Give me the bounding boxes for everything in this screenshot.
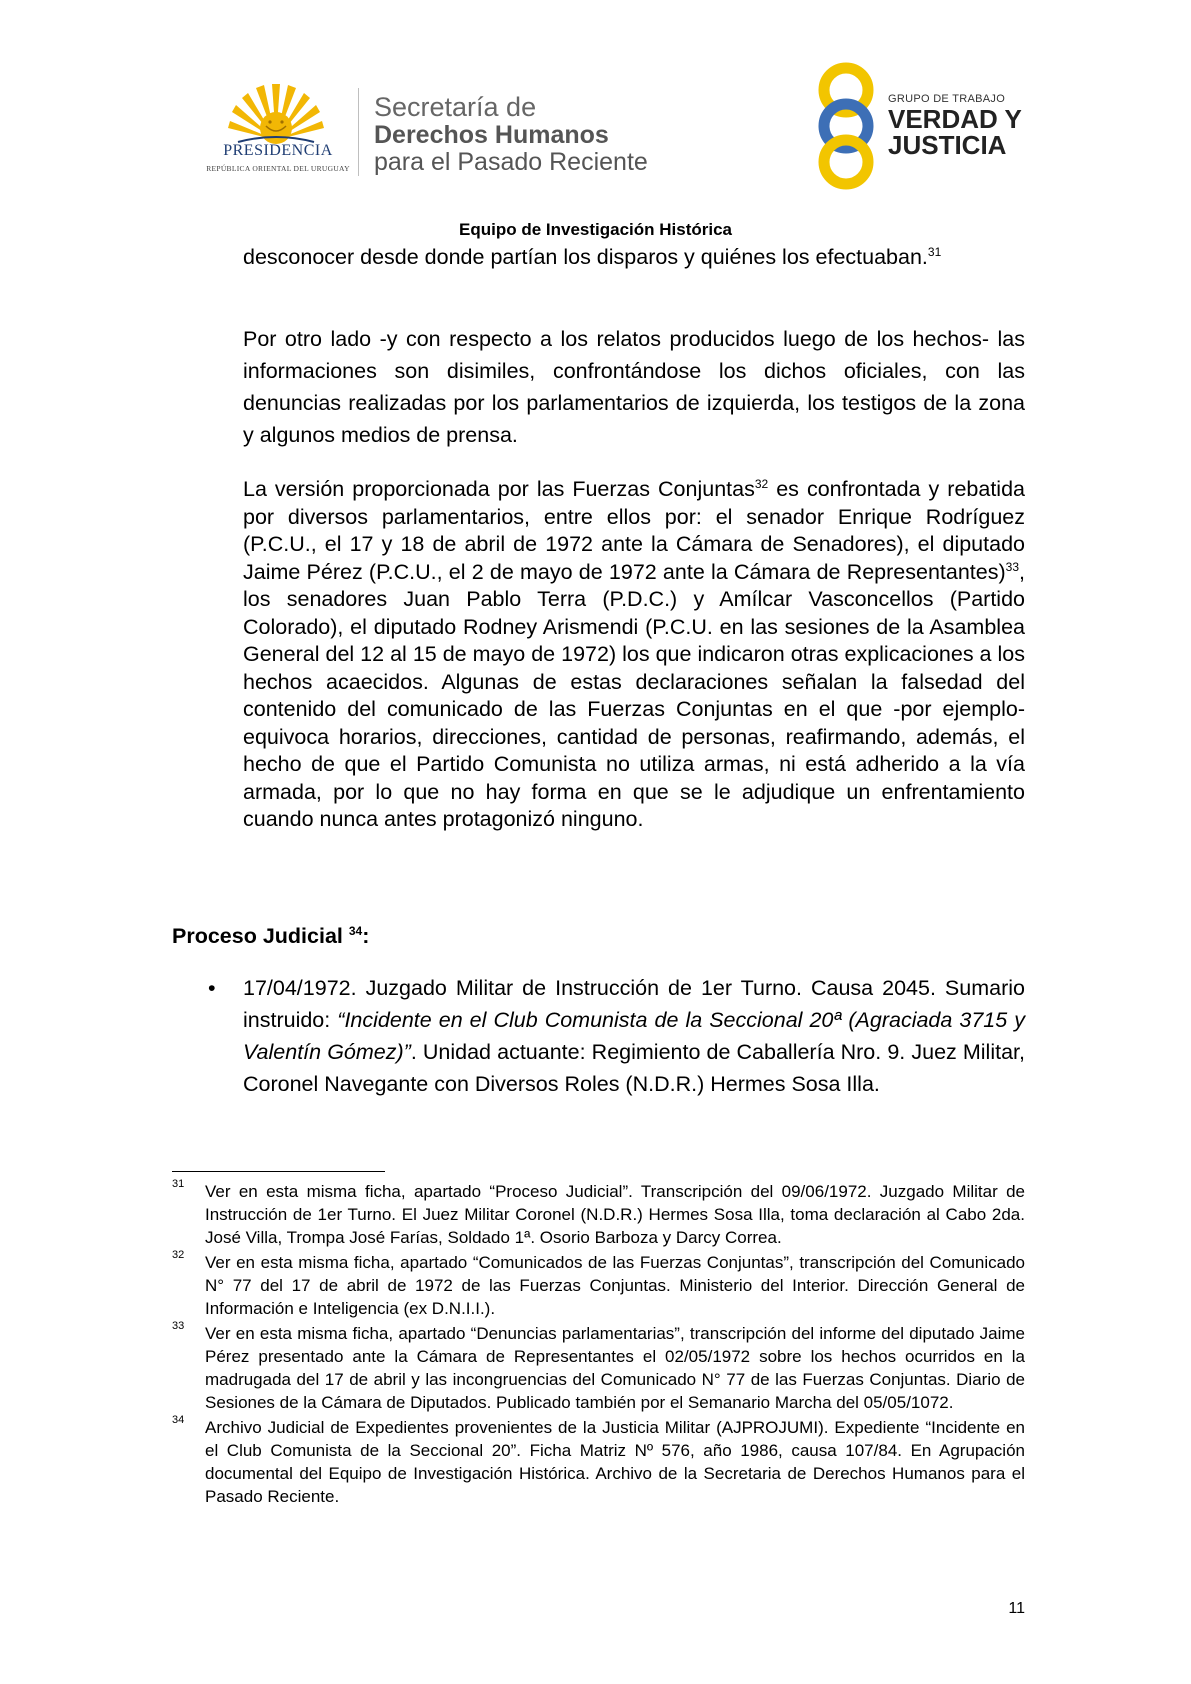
- page-number: 11: [1008, 1600, 1025, 1617]
- rings-logo-icon: [806, 62, 886, 190]
- grupo-line-1: GRUPO DE TRABAJO: [888, 93, 1006, 105]
- secretaria-line-3: para el Pasado Reciente: [374, 148, 648, 176]
- paragraph-1-text: desconocer desde donde partían los disparos y quiénes los efectuaban.: [243, 245, 928, 269]
- presidencia-subtitle: REPÚBLICA ORIENTAL DEL URUGUAY: [206, 164, 350, 173]
- footnote-ref-31[interactable]: 31: [927, 244, 942, 259]
- grupo-line-3: JUSTICIA: [888, 130, 1007, 160]
- list-item-pre: 17/04/1972. Juzgado Militar de Instrucción de 1er Turno. Causa 2045. Sumario instruido:: [243, 976, 1025, 1032]
- team-title: Equipo de Investigación Histórica: [459, 220, 732, 239]
- paragraph-3-part-b: es confrontada y rebatida por diversos parlamentarios, entre ellos por: el senador Enrique Rodríguez (P.C.U., el 17 y 18 de abril de 1972 ante la Cámara de Senadores), el diputado Jaime Pérez (P.C.U., el 2 de mayo de 1972 ante la Cámara de Representantes): [243, 477, 1025, 584]
- footnote-ref-34[interactable]: 34: [348, 923, 363, 938]
- section-heading-text: Proceso Judicial: [172, 924, 349, 948]
- footnote-separator: [172, 1171, 385, 1172]
- footnote-32: [172, 1251, 1025, 1320]
- list-item-post: . Unidad actuante: Regimiento de Caballería Nro. 9. Juez Militar, Coronel Navegante con Diversos Roles (N.D.R.) Hermes Sosa Illa.: [243, 1040, 1025, 1096]
- grupo-trabajo-title: [888, 92, 1038, 158]
- paragraph-1: [243, 242, 1025, 273]
- footnote-text: Ver en esta misma ficha, apartado “Comunicados de las Fuerzas Conjuntas”, transcripción del Comunicado N° 77 del 17 de abril de 1972 de las Fuerzas Conjuntas. Ministerio del Interior. Dirección General de Información e Inteligencia (ex D.N.I.I.).: [205, 1253, 1025, 1318]
- page-header: [0, 0, 1191, 239]
- footnote-number: 31: [172, 1178, 185, 1190]
- footnotes: [172, 1180, 1025, 1510]
- paragraph-2: Por otro lado -y con respecto a los relatos producidos luego de los hechos- las informaciones son disimiles, confrontándose los dichos oficiales, con las denuncias realizadas por los parlamentarios de izquierda, los testigos de la zona y algunos medios de prensa.: [243, 327, 1025, 447]
- footnote-text: Ver en esta misma ficha, apartado “Proceso Judicial”. Transcripción del 09/06/1972. Juzgado Militar de Instrucción de 1er Turno. El Juez Militar Coronel (N.D.R.) Hermes Sosa Illa, toma declaración al Cabo 2da. José Villa, Trompa José Farías, Soldado 1ª. Osorio Barboza y Darcy Correa.: [205, 1182, 1025, 1247]
- paragraph-3-part-a: La versión proporcionada por las Fuerzas Conjuntas: [243, 477, 755, 501]
- presidencia-name: PRESIDENCIA: [223, 142, 333, 159]
- footnote-number: 33: [172, 1320, 185, 1332]
- section-heading-colon: :: [362, 924, 370, 948]
- footnote-number: 34: [172, 1414, 185, 1426]
- section-heading: [172, 924, 369, 949]
- footnote-34: [172, 1416, 1025, 1508]
- footnote-text: Archivo Judicial de Expedientes provenientes de la Justicia Militar (AJPROJUMI). Expediente “Incidente en el Club Comunista de la Seccional 20”. Ficha Matriz Nº 576, año 1986, causa 107/84. En Agrupación documental del Equipo de Investigación Histórica. Archivo de la Secretaria de Derechos Humanos para el Pasado Reciente.: [205, 1418, 1025, 1506]
- secretaria-line-2: Derechos Humanos: [374, 121, 609, 149]
- presidencia-logo: [198, 82, 358, 182]
- list-item-text: [243, 972, 1025, 1100]
- bullet-icon: •: [208, 976, 216, 1000]
- paragraph-3: [243, 476, 1025, 834]
- grupo-line-2: VERDAD Y: [888, 104, 1022, 134]
- list-item-case-title: “Incidente en el Club Comunista de la Seccional 20ª (Agraciada 3715 y Valentín Gómez)”: [243, 1008, 1025, 1064]
- secretaria-title: [374, 92, 714, 176]
- secretaria-line-1: Secretaría de: [374, 92, 537, 122]
- footnote-ref-33[interactable]: 33: [1005, 559, 1020, 574]
- footnote-33: [172, 1322, 1025, 1414]
- sun-icon: [226, 82, 326, 144]
- footnote-text: Ver en esta misma ficha, apartado “Denuncias parlamentarias”, transcripción del informe del diputado Jaime Pérez presentado ante la Cámara de Representantes el 02/05/1972 sobre los hechos ocurridos en la madrugada del 17 de abril y las incongruencias del Comunicado N° 77 de las Fuerzas Conjuntas. Diario de Sesiones de la Cámara de Diputados. Publicado también por el Semanario Marcha del 05/05/1072.: [205, 1324, 1025, 1412]
- footnote-ref-32[interactable]: 32: [754, 476, 769, 491]
- footnote-31: [172, 1180, 1025, 1249]
- footnote-number: 32: [172, 1249, 185, 1261]
- header-divider: [358, 88, 359, 176]
- paragraph-3-part-c: , los senadores Juan Pablo Terra (P.D.C.) y Amílcar Vasconcellos (Partido Colorado), el diputado Rodney Arismendi (P.C.U. en las sesiones de la Asamblea General del 12 al 15 de mayo de 1972) los que indicaron otras explicaciones a los hechos acaecidos. Algunas de estas declaraciones señalan la falsedad del contenido del comunicado de las Fuerzas Conjuntas en el que -por ejemplo- equivoca horarios, direcciones, cantidad de personas, reafirmando, además, el hecho de que el Partido Comunista no utiliza armas, ni está adherido a la vía armada, por lo que no hay forma en que se le adjudique un enfrentamiento cuando nunca antes protagonizó ninguno.: [243, 559, 1025, 831]
